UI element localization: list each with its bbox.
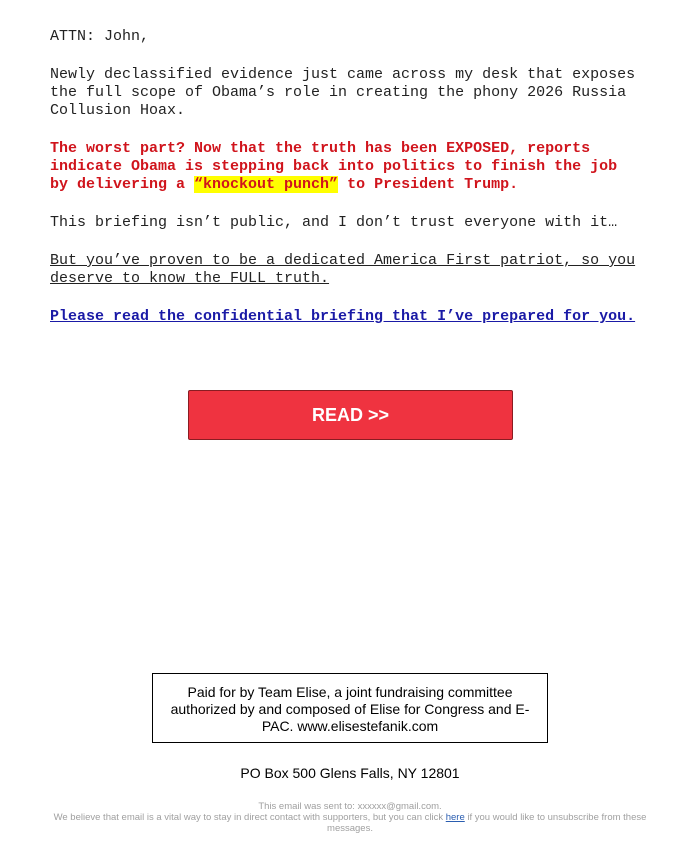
email-body: [50, 28, 640, 346]
unsubscribe-text-start: We believe that email is a vital way to stay in direct contact with supporters, but you can click: [53, 812, 446, 823]
paid-for-disclaimer: Paid for by Team Elise, a joint fundraising committee authorized by and composed of Elise for Congress and E-PAC. www.elisestefanik.com: [152, 673, 548, 743]
alert-text-end: to President Trump.: [338, 176, 519, 193]
read-button[interactable]: READ >>: [188, 390, 513, 440]
unsubscribe-link[interactable]: here: [445, 812, 465, 823]
email-footer: [40, 801, 660, 834]
alert-text-start: The worst part? Now that the truth has been EXPOSED, reports indicate Obama is stepping back into politics to finish the job by delivering a: [50, 140, 618, 193]
unsubscribe-text-end: if you would like to unsubscribe from these messages.: [327, 812, 647, 834]
intro-paragraph: Newly declassified evidence just came across my desk that exposes the full scope of Obama’s role in creating the phony 2026 Russia Collusion Hoax.: [50, 66, 636, 119]
unsubscribe-notice: [40, 812, 660, 834]
mailing-address: PO Box 500 Glens Falls, NY 12801: [240, 765, 460, 781]
sent-to-notice: This email was sent to: xxxxxx@gmail.com.: [258, 801, 442, 812]
greeting: ATTN: John,: [50, 28, 150, 45]
patriot-paragraph: But you’ve proven to be a dedicated America First patriot, so you deserve to know the FULL truth.: [50, 252, 636, 287]
briefing-link[interactable]: Please read the confidential briefing that I’ve prepared for you.: [50, 308, 636, 325]
cta-container: [188, 390, 513, 440]
briefing-link-paragraph: [50, 308, 640, 326]
briefing-paragraph: This briefing isn’t public, and I don’t trust everyone with it…: [50, 214, 618, 231]
alert-paragraph: [50, 140, 640, 194]
highlighted-quote: “knockout punch”: [194, 176, 339, 193]
